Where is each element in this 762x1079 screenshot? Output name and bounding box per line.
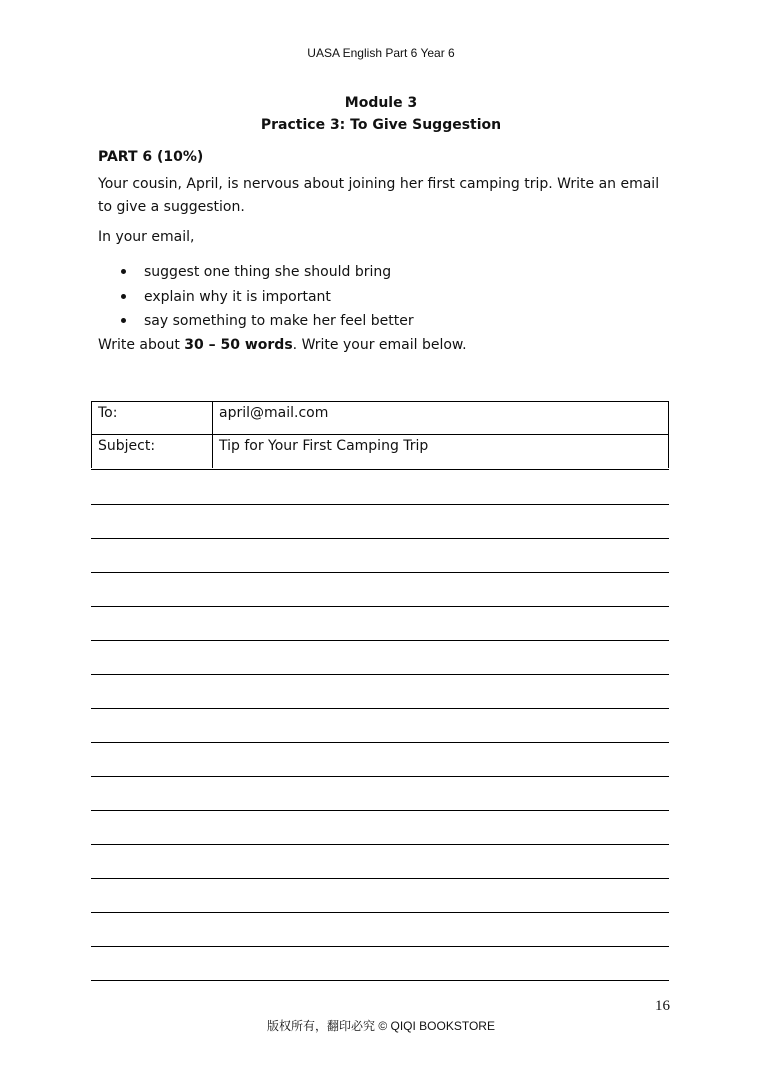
- bullet-text: explain why it is important: [144, 288, 331, 305]
- subject-value: Tip for Your First Camping Trip: [213, 435, 669, 468]
- writing-line: [91, 708, 669, 709]
- writing-line: [91, 946, 669, 947]
- writing-line: [91, 674, 669, 675]
- task-bullet-list: [118, 262, 414, 336]
- to-value: april@mail.com: [213, 402, 669, 435]
- bullet-item: [118, 262, 414, 287]
- writing-line: [91, 572, 669, 573]
- writing-line: [91, 980, 669, 981]
- subject-label: Subject:: [92, 435, 213, 468]
- bullet-text: suggest one thing she should bring: [144, 264, 392, 280]
- email-header-table: [91, 401, 669, 468]
- writing-line: [91, 810, 669, 811]
- bullet-dot-icon: [121, 269, 126, 274]
- in-email-label: In your email,: [98, 229, 195, 245]
- writing-line: [91, 878, 669, 879]
- writing-line: [91, 606, 669, 607]
- writing-line: [91, 469, 669, 470]
- word-count-suffix: . Write your email below.: [292, 337, 467, 353]
- word-count-range: 30 – 50 words: [184, 337, 293, 353]
- bullet-item: [118, 287, 414, 312]
- writing-line: [91, 742, 669, 743]
- email-to-row: [92, 402, 669, 435]
- writing-line: [91, 538, 669, 539]
- to-label: To:: [92, 402, 213, 435]
- writing-line: [91, 912, 669, 913]
- writing-line: [91, 640, 669, 641]
- bullet-dot-icon: [121, 318, 126, 323]
- bullet-item: [118, 311, 414, 336]
- writing-line: [91, 776, 669, 777]
- email-subject-row: [92, 435, 669, 468]
- word-count-instruction: [98, 337, 467, 353]
- copyright-footer: 版权所有，翻印必究 © QIQI BOOKSTORE: [267, 1019, 495, 1033]
- part-heading: PART 6 (10%): [98, 149, 204, 165]
- task-instructions: Your cousin, April, is nervous about joining her first camping trip. Write an email to give a suggestion.: [98, 176, 660, 215]
- word-count-prefix: Write about: [98, 337, 185, 353]
- module-title: Module 3: [344, 95, 418, 111]
- writing-line: [91, 844, 669, 845]
- practice-title: Practice 3: To Give Suggestion: [260, 117, 502, 133]
- page-header: UASA English Part 6 Year 6: [307, 46, 455, 60]
- bullet-text: say something to make her feel better: [144, 313, 414, 329]
- bullet-dot-icon: [121, 294, 126, 299]
- page-number: 16: [655, 998, 670, 1014]
- writing-line: [91, 504, 669, 505]
